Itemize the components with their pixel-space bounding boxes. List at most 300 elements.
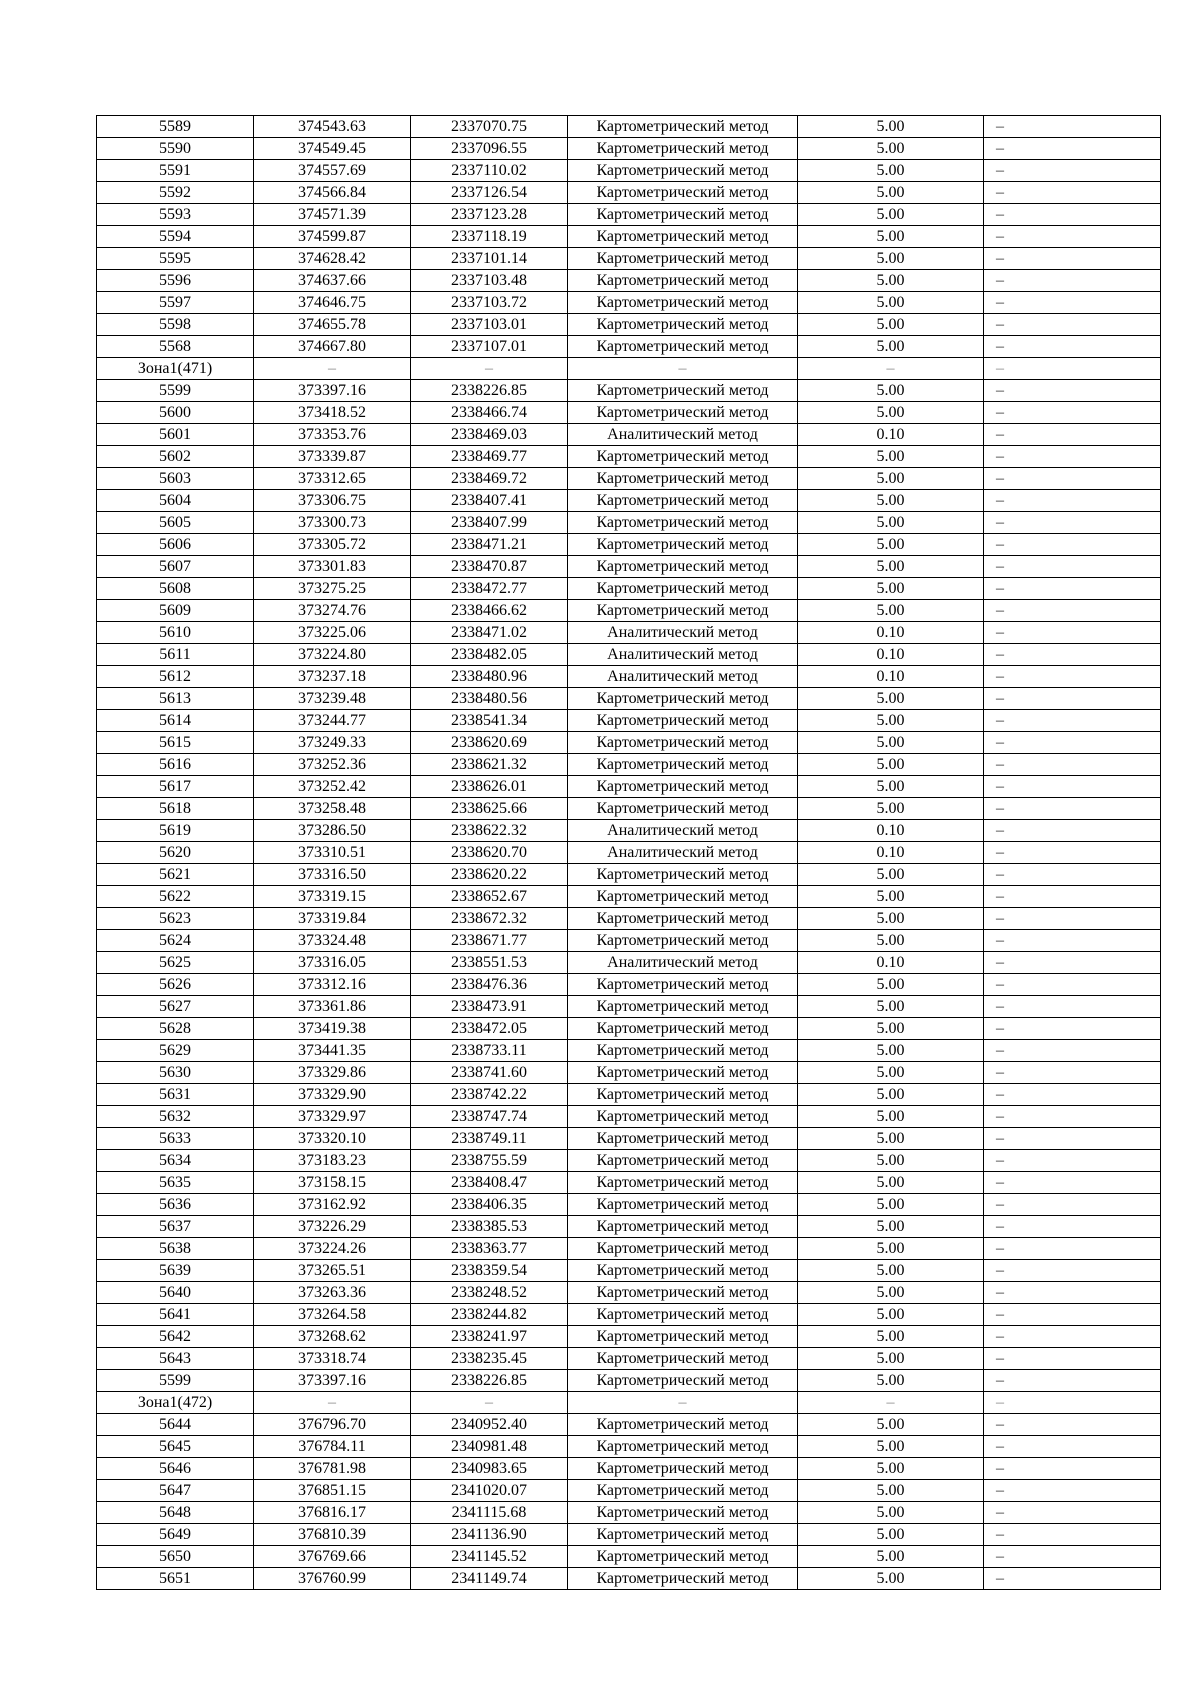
y-coordinate-cell: 2338620.69	[411, 732, 568, 754]
point-number-cell: 5651	[97, 1568, 254, 1590]
description-cell: –	[984, 1084, 1161, 1106]
x-coordinate-cell: 374571.39	[254, 204, 411, 226]
method-cell: Картометрический метод	[568, 864, 798, 886]
accuracy-cell: 0.10	[798, 622, 984, 644]
description-cell: –	[984, 776, 1161, 798]
method-cell: Картометрический метод	[568, 710, 798, 732]
point-number-cell: 5622	[97, 886, 254, 908]
table-row	[97, 292, 1161, 314]
method-cell: Картометрический метод	[568, 490, 798, 512]
accuracy-cell: 5.00	[798, 1524, 984, 1546]
description-cell: –	[984, 358, 1161, 380]
accuracy-cell: 5.00	[798, 160, 984, 182]
point-number-cell: 5617	[97, 776, 254, 798]
method-cell: Картометрический метод	[568, 468, 798, 490]
description-cell: –	[984, 1568, 1161, 1590]
y-coordinate-cell: 2338469.77	[411, 446, 568, 468]
accuracy-cell: 5.00	[798, 908, 984, 930]
table-row	[97, 204, 1161, 226]
point-number-cell: 5568	[97, 336, 254, 358]
accuracy-cell: 5.00	[798, 138, 984, 160]
point-number-cell: 5640	[97, 1282, 254, 1304]
accuracy-cell: –	[798, 1392, 984, 1414]
x-coordinate-cell: 373224.26	[254, 1238, 411, 1260]
accuracy-cell: 5.00	[798, 732, 984, 754]
accuracy-cell: 0.10	[798, 424, 984, 446]
point-number-cell: 5635	[97, 1172, 254, 1194]
table-row	[97, 270, 1161, 292]
coordinates-table-body	[97, 116, 1161, 1590]
description-cell: –	[984, 908, 1161, 930]
y-coordinate-cell: 2337070.75	[411, 116, 568, 138]
method-cell: Картометрический метод	[568, 314, 798, 336]
method-cell: Картометрический метод	[568, 1062, 798, 1084]
y-coordinate-cell: 2338622.32	[411, 820, 568, 842]
x-coordinate-cell: 373329.90	[254, 1084, 411, 1106]
x-coordinate-cell: 373319.84	[254, 908, 411, 930]
method-cell: Картометрический метод	[568, 512, 798, 534]
point-number-cell: 5632	[97, 1106, 254, 1128]
x-coordinate-cell: 373312.65	[254, 468, 411, 490]
x-coordinate-cell: 376769.66	[254, 1546, 411, 1568]
accuracy-cell: 5.00	[798, 116, 984, 138]
table-row	[97, 336, 1161, 358]
point-number-cell: 5600	[97, 402, 254, 424]
method-cell: Картометрический метод	[568, 182, 798, 204]
accuracy-cell: 5.00	[798, 314, 984, 336]
table-row	[97, 226, 1161, 248]
y-coordinate-cell: 2338755.59	[411, 1150, 568, 1172]
description-cell: –	[984, 754, 1161, 776]
accuracy-cell: 5.00	[798, 798, 984, 820]
point-number-cell: 5596	[97, 270, 254, 292]
y-coordinate-cell: 2337107.01	[411, 336, 568, 358]
method-cell: Картометрический метод	[568, 1084, 798, 1106]
x-coordinate-cell: 374557.69	[254, 160, 411, 182]
description-cell: –	[984, 1370, 1161, 1392]
point-number-cell: 5601	[97, 424, 254, 446]
description-cell: –	[984, 1062, 1161, 1084]
point-number-cell: 5628	[97, 1018, 254, 1040]
y-coordinate-cell: 2338406.35	[411, 1194, 568, 1216]
table-row	[97, 622, 1161, 644]
y-coordinate-cell: 2337103.01	[411, 314, 568, 336]
x-coordinate-cell: 373264.58	[254, 1304, 411, 1326]
table-row	[97, 1502, 1161, 1524]
description-cell: –	[984, 1326, 1161, 1348]
accuracy-cell: 5.00	[798, 886, 984, 908]
table-row	[97, 1326, 1161, 1348]
point-number-cell: 5649	[97, 1524, 254, 1546]
y-coordinate-cell: 2338226.85	[411, 380, 568, 402]
method-cell: Картометрический метод	[568, 996, 798, 1018]
accuracy-cell: 5.00	[798, 468, 984, 490]
point-number-cell: 5630	[97, 1062, 254, 1084]
method-cell: Картометрический метод	[568, 270, 798, 292]
method-cell: Картометрический метод	[568, 204, 798, 226]
y-coordinate-cell: 2337096.55	[411, 138, 568, 160]
x-coordinate-cell: 373306.75	[254, 490, 411, 512]
method-cell: Аналитический метод	[568, 820, 798, 842]
y-coordinate-cell: 2338625.66	[411, 798, 568, 820]
y-coordinate-cell: 2338408.47	[411, 1172, 568, 1194]
x-coordinate-cell: 373286.50	[254, 820, 411, 842]
accuracy-cell: –	[798, 358, 984, 380]
y-coordinate-cell: 2338476.36	[411, 974, 568, 996]
description-cell: –	[984, 1282, 1161, 1304]
point-number-cell: 5606	[97, 534, 254, 556]
x-coordinate-cell: 374667.80	[254, 336, 411, 358]
description-cell: –	[984, 1106, 1161, 1128]
accuracy-cell: 5.00	[798, 600, 984, 622]
method-cell: –	[568, 358, 798, 380]
table-row	[97, 380, 1161, 402]
method-cell: Картометрический метод	[568, 1436, 798, 1458]
point-number-cell: 5650	[97, 1546, 254, 1568]
table-row	[97, 1414, 1161, 1436]
table-row	[97, 1106, 1161, 1128]
table-row	[97, 1304, 1161, 1326]
accuracy-cell: 5.00	[798, 204, 984, 226]
y-coordinate-cell: 2341145.52	[411, 1546, 568, 1568]
table-row	[97, 534, 1161, 556]
x-coordinate-cell: 373224.80	[254, 644, 411, 666]
x-coordinate-cell: 373258.48	[254, 798, 411, 820]
accuracy-cell: 5.00	[798, 512, 984, 534]
method-cell: Картометрический метод	[568, 974, 798, 996]
point-number-cell: 5608	[97, 578, 254, 600]
description-cell: –	[984, 490, 1161, 512]
y-coordinate-cell: 2338248.52	[411, 1282, 568, 1304]
point-number-cell: 5634	[97, 1150, 254, 1172]
y-coordinate-cell: 2337123.28	[411, 204, 568, 226]
point-number-cell: 5616	[97, 754, 254, 776]
description-cell: –	[984, 1172, 1161, 1194]
point-number-cell: Зона1(472)	[97, 1392, 254, 1414]
method-cell: Картометрический метод	[568, 1018, 798, 1040]
y-coordinate-cell: 2338235.45	[411, 1348, 568, 1370]
y-coordinate-cell: 2338671.77	[411, 930, 568, 952]
point-number-cell: 5594	[97, 226, 254, 248]
description-cell: –	[984, 1194, 1161, 1216]
accuracy-cell: 5.00	[798, 1414, 984, 1436]
description-cell: –	[984, 1128, 1161, 1150]
method-cell: Картометрический метод	[568, 556, 798, 578]
method-cell: Картометрический метод	[568, 1304, 798, 1326]
x-coordinate-cell: 374655.78	[254, 314, 411, 336]
x-coordinate-cell: 373316.50	[254, 864, 411, 886]
method-cell: Картометрический метод	[568, 1480, 798, 1502]
description-cell: –	[984, 644, 1161, 666]
x-coordinate-cell: 373158.15	[254, 1172, 411, 1194]
point-number-cell: 5605	[97, 512, 254, 534]
accuracy-cell: 5.00	[798, 1260, 984, 1282]
description-cell: –	[984, 820, 1161, 842]
point-number-cell: 5623	[97, 908, 254, 930]
description-cell: –	[984, 688, 1161, 710]
table-row	[97, 1458, 1161, 1480]
y-coordinate-cell: 2338620.22	[411, 864, 568, 886]
method-cell: Аналитический метод	[568, 644, 798, 666]
description-cell: –	[984, 952, 1161, 974]
description-cell: –	[984, 204, 1161, 226]
table-row	[97, 402, 1161, 424]
y-coordinate-cell: 2337103.72	[411, 292, 568, 314]
table-row	[97, 1018, 1161, 1040]
point-number-cell: 5637	[97, 1216, 254, 1238]
x-coordinate-cell: 373397.16	[254, 1370, 411, 1392]
y-coordinate-cell: 2338551.53	[411, 952, 568, 974]
description-cell: –	[984, 1260, 1161, 1282]
y-coordinate-cell: 2337101.14	[411, 248, 568, 270]
table-row	[97, 732, 1161, 754]
table-row	[97, 556, 1161, 578]
point-number-cell: 5593	[97, 204, 254, 226]
method-cell: Картометрический метод	[568, 754, 798, 776]
method-cell: –	[568, 1392, 798, 1414]
point-number-cell: 5590	[97, 138, 254, 160]
accuracy-cell: 5.00	[798, 556, 984, 578]
method-cell: Картометрический метод	[568, 446, 798, 468]
point-number-cell: 5647	[97, 1480, 254, 1502]
method-cell: Картометрический метод	[568, 138, 798, 160]
point-number-cell: 5611	[97, 644, 254, 666]
table-row	[97, 908, 1161, 930]
x-coordinate-cell: 376810.39	[254, 1524, 411, 1546]
y-coordinate-cell: 2341149.74	[411, 1568, 568, 1590]
accuracy-cell: 5.00	[798, 1326, 984, 1348]
y-coordinate-cell: 2338672.32	[411, 908, 568, 930]
point-number-cell: 5633	[97, 1128, 254, 1150]
accuracy-cell: 5.00	[798, 380, 984, 402]
method-cell: Картометрический метод	[568, 402, 798, 424]
table-row	[97, 820, 1161, 842]
method-cell: Картометрический метод	[568, 226, 798, 248]
method-cell: Картометрический метод	[568, 578, 798, 600]
accuracy-cell: 5.00	[798, 1348, 984, 1370]
description-cell: –	[984, 424, 1161, 446]
x-coordinate-cell: 376781.98	[254, 1458, 411, 1480]
x-coordinate-cell: 373310.51	[254, 842, 411, 864]
description-cell: –	[984, 314, 1161, 336]
description-cell: –	[984, 622, 1161, 644]
method-cell: Картометрический метод	[568, 1524, 798, 1546]
description-cell: –	[984, 1304, 1161, 1326]
y-coordinate-cell: 2338473.91	[411, 996, 568, 1018]
x-coordinate-cell: 373268.62	[254, 1326, 411, 1348]
x-coordinate-cell: 373324.48	[254, 930, 411, 952]
x-coordinate-cell: 374549.45	[254, 138, 411, 160]
point-number-cell: Зона1(471)	[97, 358, 254, 380]
method-cell: Картометрический метод	[568, 930, 798, 952]
table-row	[97, 1348, 1161, 1370]
description-cell: –	[984, 1524, 1161, 1546]
table-row	[97, 864, 1161, 886]
table-row	[97, 468, 1161, 490]
description-cell: –	[984, 292, 1161, 314]
method-cell: Аналитический метод	[568, 424, 798, 446]
y-coordinate-cell: 2338749.11	[411, 1128, 568, 1150]
description-cell: –	[984, 512, 1161, 534]
accuracy-cell: 5.00	[798, 1282, 984, 1304]
description-cell: –	[984, 1458, 1161, 1480]
y-coordinate-cell: 2338480.96	[411, 666, 568, 688]
method-cell: Картометрический метод	[568, 336, 798, 358]
x-coordinate-cell: 373418.52	[254, 402, 411, 424]
table-row	[97, 1216, 1161, 1238]
y-coordinate-cell: 2338385.53	[411, 1216, 568, 1238]
description-cell: –	[984, 1480, 1161, 1502]
method-cell: Аналитический метод	[568, 842, 798, 864]
y-coordinate-cell: 2338466.74	[411, 402, 568, 424]
point-number-cell: 5625	[97, 952, 254, 974]
y-coordinate-cell: 2341115.68	[411, 1502, 568, 1524]
table-row	[97, 116, 1161, 138]
table-row	[97, 798, 1161, 820]
x-coordinate-cell: 373319.15	[254, 886, 411, 908]
method-cell: Картометрический метод	[568, 1326, 798, 1348]
point-number-cell: 5592	[97, 182, 254, 204]
table-row	[97, 160, 1161, 182]
accuracy-cell: 5.00	[798, 754, 984, 776]
description-cell: –	[984, 1546, 1161, 1568]
description-cell: –	[984, 996, 1161, 1018]
method-cell: Картометрический метод	[568, 1260, 798, 1282]
table-row	[97, 1568, 1161, 1590]
description-cell: –	[984, 556, 1161, 578]
point-number-cell: 5642	[97, 1326, 254, 1348]
method-cell: Картометрический метод	[568, 1150, 798, 1172]
table-row	[97, 776, 1161, 798]
x-coordinate-cell: 373397.16	[254, 380, 411, 402]
method-cell: Аналитический метод	[568, 622, 798, 644]
description-cell: –	[984, 402, 1161, 424]
y-coordinate-cell: 2338226.85	[411, 1370, 568, 1392]
accuracy-cell: 5.00	[798, 996, 984, 1018]
y-coordinate-cell: 2337103.48	[411, 270, 568, 292]
y-coordinate-cell: 2338626.01	[411, 776, 568, 798]
table-row	[97, 1084, 1161, 1106]
accuracy-cell: 0.10	[798, 820, 984, 842]
point-number-cell: 5629	[97, 1040, 254, 1062]
x-coordinate-cell: 373316.05	[254, 952, 411, 974]
y-coordinate-cell: –	[411, 1392, 568, 1414]
y-coordinate-cell: 2338472.05	[411, 1018, 568, 1040]
description-cell: –	[984, 1150, 1161, 1172]
y-coordinate-cell: 2338652.67	[411, 886, 568, 908]
y-coordinate-cell: 2338741.60	[411, 1062, 568, 1084]
table-row	[97, 314, 1161, 336]
table-row	[97, 644, 1161, 666]
x-coordinate-cell: 373353.76	[254, 424, 411, 446]
point-number-cell: 5636	[97, 1194, 254, 1216]
table-row	[97, 1436, 1161, 1458]
accuracy-cell: 5.00	[798, 1018, 984, 1040]
accuracy-cell: 5.00	[798, 1568, 984, 1590]
description-cell: –	[984, 468, 1161, 490]
accuracy-cell: 5.00	[798, 534, 984, 556]
table-row	[97, 1172, 1161, 1194]
accuracy-cell: 5.00	[798, 402, 984, 424]
method-cell: Картометрический метод	[568, 1458, 798, 1480]
table-row	[97, 1282, 1161, 1304]
x-coordinate-cell: 373252.36	[254, 754, 411, 776]
point-number-cell: 5597	[97, 292, 254, 314]
table-row	[97, 600, 1161, 622]
accuracy-cell: 5.00	[798, 1128, 984, 1150]
description-cell: –	[984, 1040, 1161, 1062]
x-coordinate-cell: 373239.48	[254, 688, 411, 710]
method-cell: Картометрический метод	[568, 600, 798, 622]
description-cell: –	[984, 666, 1161, 688]
accuracy-cell: 0.10	[798, 666, 984, 688]
x-coordinate-cell: 373318.74	[254, 1348, 411, 1370]
point-number-cell: 5610	[97, 622, 254, 644]
y-coordinate-cell: 2338359.54	[411, 1260, 568, 1282]
accuracy-cell: 5.00	[798, 1106, 984, 1128]
point-number-cell: 5641	[97, 1304, 254, 1326]
description-cell: –	[984, 842, 1161, 864]
x-coordinate-cell: 376760.99	[254, 1568, 411, 1590]
description-cell: –	[984, 534, 1161, 556]
accuracy-cell: 5.00	[798, 248, 984, 270]
table-row	[97, 512, 1161, 534]
description-cell: –	[984, 380, 1161, 402]
point-number-cell: 5620	[97, 842, 254, 864]
accuracy-cell: 5.00	[798, 336, 984, 358]
accuracy-cell: 5.00	[798, 226, 984, 248]
accuracy-cell: 5.00	[798, 446, 984, 468]
y-coordinate-cell: 2338241.97	[411, 1326, 568, 1348]
table-row	[97, 578, 1161, 600]
method-cell: Картометрический метод	[568, 1194, 798, 1216]
method-cell: Картометрический метод	[568, 1282, 798, 1304]
accuracy-cell: 5.00	[798, 776, 984, 798]
accuracy-cell: 5.00	[798, 1546, 984, 1568]
y-coordinate-cell: 2338471.21	[411, 534, 568, 556]
x-coordinate-cell: 373244.77	[254, 710, 411, 732]
accuracy-cell: 5.00	[798, 1304, 984, 1326]
point-number-cell: 5607	[97, 556, 254, 578]
table-row	[97, 1260, 1161, 1282]
x-coordinate-cell: 373441.35	[254, 1040, 411, 1062]
accuracy-cell: 5.00	[798, 974, 984, 996]
point-number-cell: 5626	[97, 974, 254, 996]
y-coordinate-cell: 2338244.82	[411, 1304, 568, 1326]
x-coordinate-cell: 373274.76	[254, 600, 411, 622]
y-coordinate-cell: 2337118.19	[411, 226, 568, 248]
point-number-cell: 5631	[97, 1084, 254, 1106]
point-number-cell: 5639	[97, 1260, 254, 1282]
table-row	[97, 974, 1161, 996]
x-coordinate-cell: 373301.83	[254, 556, 411, 578]
description-cell: –	[984, 1018, 1161, 1040]
table-row	[97, 248, 1161, 270]
method-cell: Картометрический метод	[568, 380, 798, 402]
method-cell: Картометрический метод	[568, 798, 798, 820]
table-row	[97, 1040, 1161, 1062]
accuracy-cell: 5.00	[798, 270, 984, 292]
description-cell: –	[984, 446, 1161, 468]
table-row	[97, 138, 1161, 160]
x-coordinate-cell: 376816.17	[254, 1502, 411, 1524]
x-coordinate-cell: 374637.66	[254, 270, 411, 292]
point-number-cell: 5644	[97, 1414, 254, 1436]
table-row	[97, 952, 1161, 974]
point-number-cell: 5589	[97, 116, 254, 138]
x-coordinate-cell: –	[254, 1392, 411, 1414]
method-cell: Картометрический метод	[568, 1106, 798, 1128]
